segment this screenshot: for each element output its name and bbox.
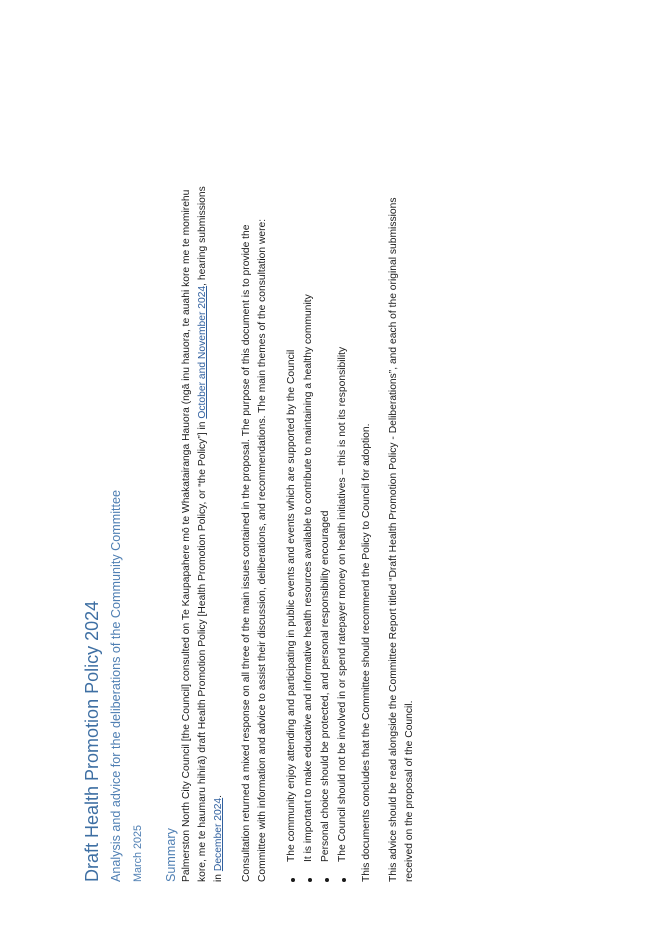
bullet-icon [325,878,329,882]
document-title: Draft Health Promotion Policy 2024 [82,600,102,882]
document-date: March 2025 [132,824,144,882]
bullet-item-1: The community enjoy attending and participating in public events and events which are supported by the Council [286,349,297,862]
link-october-november-2024[interactable]: October and November 2024 [197,285,208,419]
bullet-item-3: Personal choice should be protected, and personal responsibility encouraged [320,510,331,862]
paragraph-2-line-2: Committee with information and advice to assist their discussion, deliberations, and recommendations. The main themes of the consultation were: [257,218,268,882]
paragraph-1-line-3: in December 2024. [213,794,224,882]
paragraph-1-line-2: kore, me te haumaru hihirā) draft Health Promotion Policy [Health Promotion Policy, or “the Policy”] in October and November 2024, hearing submissions [197,186,208,882]
bullet-item-2: It is important to make educative and informative health resources available to contribute to maintaining a healthy community [303,294,314,862]
rotated-content [80,82,600,882]
paragraph-1-line-1: Palmerston North City Council [the Council] consulted on Te Kaupapahere mō te Whakatairanga Hauora (ngā inu hauora, te auahi kore me te momirehu [181,189,192,882]
bullet-icon [342,878,346,882]
paragraph-4-line-1: This advice should be read alongside the Committee Report titled “Draft Health Promotion Policy - Deliberations”, and each of the original submissions [388,197,399,882]
bullet-icon [308,878,312,882]
summary-heading: Summary [164,828,178,882]
bullet-icon [291,878,295,882]
document-subtitle: Analysis and advice for the deliberations of the Community Committee [109,490,123,882]
paragraph-3-line-1: This documents concludes that the Committee should recommend the Policy to Council for adoption. [361,423,372,882]
link-december-2024[interactable]: December 2024 [213,797,224,872]
paragraph-4-line-2: received on the proposal of the Council. [404,700,415,882]
bullet-item-4: The Council should not be involved in or spend ratepayer money on health initiatives – this is not its responsibility [337,346,348,862]
paragraph-2-line-1: Consultation returned a mixed response on all three of the main issues contained in the proposal. The purpose of this document is to provide the [241,224,252,882]
